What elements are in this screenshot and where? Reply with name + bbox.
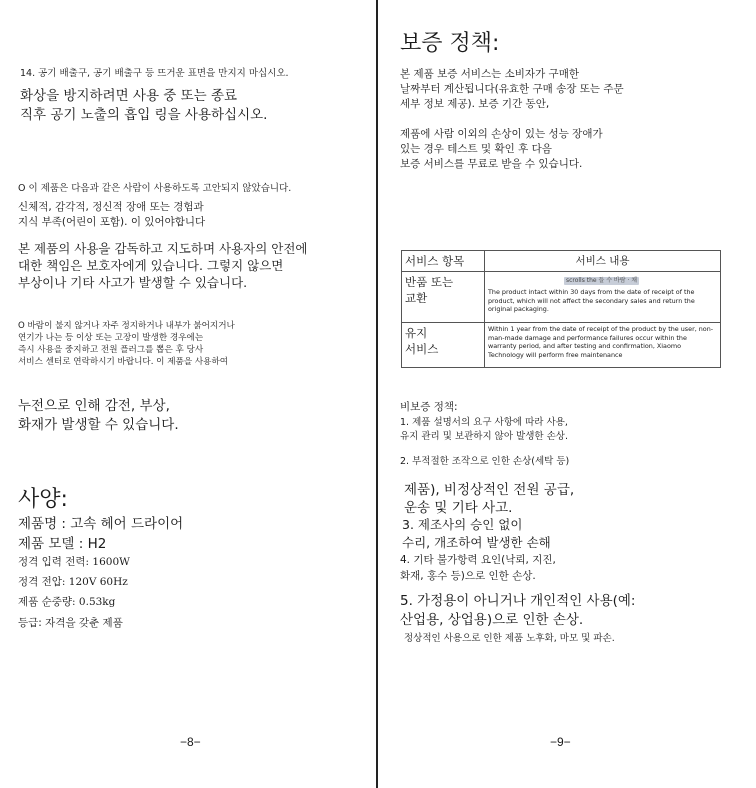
nonwarranty-1-line-1: 1. 제품 설명서의 요구 사항에 따라 사용, [400,417,568,428]
nonwarranty-3-line-2: 수리, 개조하여 발생한 손해 [402,535,551,550]
nonwarranty-title: 비보증 정책: [400,401,458,413]
table-row [402,272,721,323]
spec-voltage: 정격 전압: 120V 60Hz [18,576,128,588]
nonwarranty-5-line-1: 5. 가정용이 아니거나 개인적인 사용(예: [400,593,636,609]
table-cell-content-text: Within 1 year from the date of receipt of the product by the user, non-man-made damage and performance failures occur within the warranty period, and after testing and confirmation, Xiaomo Technology will perform free maintenance [488,325,714,360]
left-page [0,0,376,788]
warning-14-line-2: 직후 공기 노출의 흡입 링을 사용하십시오. [20,107,268,123]
caution-1-line-1: 신체적, 감각적, 정신적 장애 또는 경험과 [18,201,204,213]
caution-2-line-4: 서비스 센터로 연락하시기 바랍니다. 이 제품을 사용하여 [18,357,229,367]
nonwarranty-3-line-1: 3. 제조사의 승인 없이 [402,517,523,532]
warranty-intro-3: 세부 정보 제공). 보증 기간 동안, [400,98,550,110]
warranty-intro2-1: 제품에 사람 이외의 손상이 있는 성능 장애가 [400,128,603,140]
spec-name: 제품명 : 고속 헤어 드라이어 [18,516,184,532]
table-cell-content-text: The product intact within 30 days from the date of receipt of the product, which will not affect the secondary sales and return the original packaging. [488,288,695,314]
nonwarranty-4-line-1: 4. 기타 불가항력 요인(낙뢰, 지진, [400,554,556,566]
caution-2-line-3: 즉시 사용을 중지하고 전원 플러그를 뽑은 후 당사 [18,345,204,355]
table-header-item: 서비스 항목 [402,251,485,272]
page-number-9: −9− [550,735,571,749]
warranty-service-table [401,250,721,368]
caution-1-line-2: 지식 부족(어린이 포함). 이 있어야합니다 [18,216,206,228]
caution-1: O 이 제품은 다음과 같은 사람이 사용하도록 고안되지 않았습니다. [18,183,292,194]
table-cell-content [485,272,721,323]
spec-power: 정격 입력 전력: 1600W [18,556,130,568]
spec-model: 제품 모델 : H2 [18,536,107,552]
warranty-intro2-2: 있는 경우 테스트 및 확인 후 다음 [400,143,552,155]
warning-14-line-1: 화상을 방지하려면 사용 중 또는 종료 [20,88,238,104]
table-cell-item-line-2: 서비스 [405,342,439,357]
warranty-title: 보증 정책: [400,31,500,56]
right-page [378,0,756,788]
caution-2-line-1: O 바람이 불지 않거나 자주 정지하거나 내부가 붉어지거나 [18,321,235,331]
nonwarranty-2: 2. 부적절한 조작으로 인한 손상(세탁 등) [400,456,570,467]
nonwarranty-2-cont-2: 운송 및 기타 사고. [404,500,513,516]
table-cell-item-line-2: 교환 [405,291,428,305]
table-cell-item [402,323,485,368]
nonwarranty-4-line-2: 화재, 홍수 등)으로 인한 손상. [400,570,536,582]
table-cell-item-line-1: 유지 [405,326,428,341]
nonwarranty-5-line-2: 산업용, 상업용)으로 인한 손상. [400,612,584,628]
table-header-row [402,251,721,272]
supervise-line-1: 본 제품의 사용을 감독하고 지도하며 사용자의 안전에 [18,241,308,256]
table-row [402,323,721,368]
nonwarranty-1-line-2: 유지 관리 및 보관하지 않아 발생한 손상. [400,431,568,442]
supervise-line-2: 대한 책임은 보호자에게 있습니다. 그렇지 않으면 [18,258,284,273]
caution-2-result-2: 화재가 발생할 수 있습니다. [18,417,179,433]
warranty-intro-2: 날짜부터 계산됩니다(유효한 구매 송장 또는 주문 [400,83,624,95]
warning-14: 14. 공기 배출구, 공기 배출구 등 뜨거운 표면을 만지지 마십시오. [20,68,289,79]
spec-title: 사양: [18,487,68,512]
nonwarranty-2-cont-1: 제품), 비정상적인 전원 공급, [404,482,575,498]
table-cell-item-line-1: 반품 또는 [405,275,454,289]
table-cell-item [402,272,485,323]
table-cell-overlay: scrolls the 들 수 바람 · 채 [565,277,638,284]
table-cell-content [485,323,721,368]
caution-2-result-1: 누전으로 인해 감전, 부상, [18,398,170,414]
spec-weight: 제품 순중량: 0.53kg [18,596,116,608]
warranty-intro-1: 본 제품 보증 서비스는 소비자가 구매한 [400,68,579,80]
caution-2-line-2: 연기가 나는 등 이상 또는 고장이 발생한 경우에는 [18,333,204,343]
nonwarranty-5-tail: 정상적인 사용으로 인한 제품 노후화, 마모 및 파손. [404,633,615,644]
supervise-line-3: 부상이나 기타 사고가 발생할 수 있습니다. [18,275,248,290]
table-header-content: 서비스 내용 [485,251,721,272]
spec-grade: 등급: 자격을 갖춘 제품 [18,617,123,629]
warranty-intro2-3: 보증 서비스를 무료로 받을 수 있습니다. [400,158,583,170]
page-number-8: −8− [180,735,201,749]
